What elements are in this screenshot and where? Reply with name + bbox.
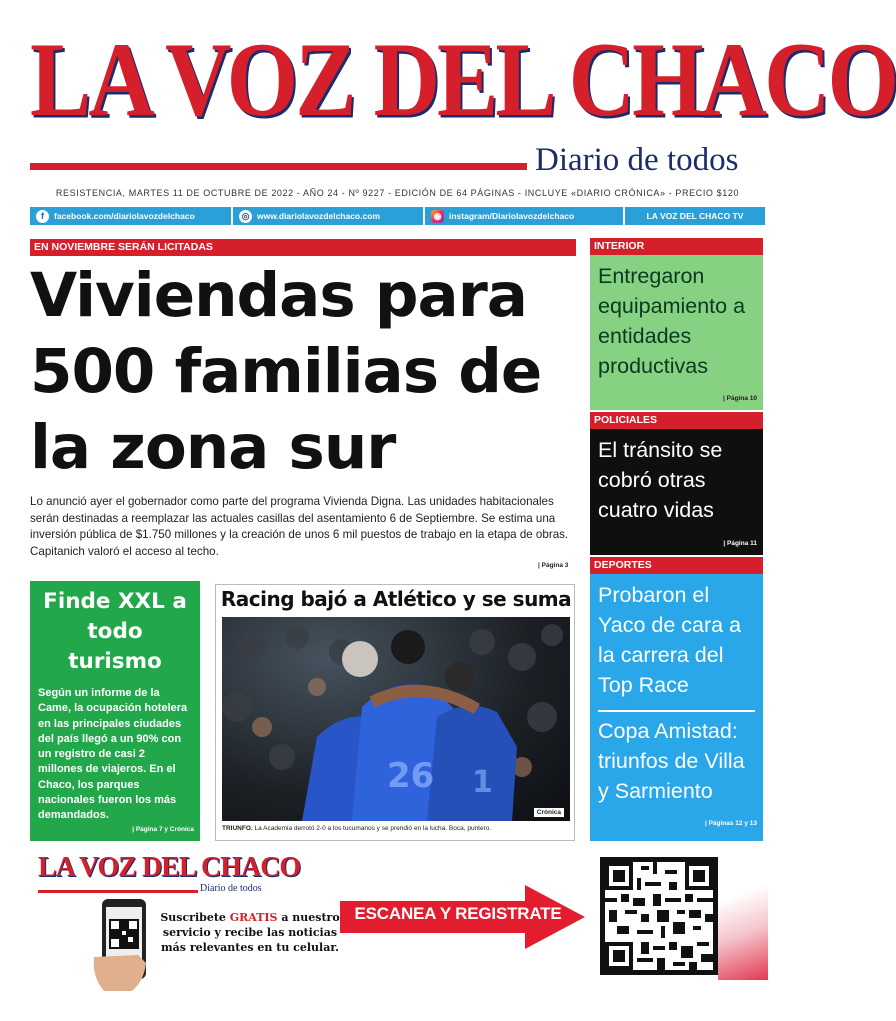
sidebar-interior[interactable] [590, 238, 763, 410]
facebook-icon: f [36, 210, 49, 223]
qr-code[interactable] [600, 857, 718, 975]
subscribe-promo [160, 910, 340, 955]
footer-logo-subtitle: Diario de todos [200, 883, 262, 894]
masthead-subtitle: Diario de todos [535, 142, 739, 178]
masthead [30, 20, 896, 142]
sidebar-deportes[interactable] [590, 557, 763, 841]
qr-code-icon [605, 862, 713, 970]
caption-lead: TRIUNFO. [222, 825, 253, 832]
photo-credit: Crónica [534, 808, 564, 817]
main-lead: Lo anunció ayer el gobernador como parte del programa Vivienda Digna. Las unidades habitacionales serán destinadas a reemplazar las actuales casillas del asentamiento 6 de Septiembre. Se estima una inversión pública de $1.750 millones y la creación de unos 6 mil puestos de trabajo en la etapa de obras. Capitanich valoró el acceso al techo. [30, 495, 569, 558]
social-tv[interactable] [625, 207, 765, 225]
social-instagram[interactable] [425, 207, 625, 225]
footer-logo-rule [38, 890, 198, 893]
main-headline[interactable] [30, 258, 590, 486]
svg-text:26: 26 [387, 756, 435, 796]
scan-register-button[interactable]: ESCANEA Y REGISTRATE [354, 904, 562, 923]
sidebar-deportes-story-1: Probaron el Yaco de cara a la carrera del Top Race [598, 583, 742, 697]
masthead-title: LA VOZ DEL CHACO [30, 20, 896, 139]
sidebar-deportes-divider [598, 710, 755, 712]
sidebar-interior-tag: INTERIOR [590, 238, 763, 255]
sidebar-deportes-tag: DEPORTES [590, 557, 763, 574]
sports-photo-title: Racing bajó a Atlético y se suma [220, 587, 572, 611]
main-page-ref: | Página 3 [538, 562, 569, 569]
sidebar-policiales-text: El tránsito se cobró otras cuatro vidas [590, 429, 763, 555]
headline-line: la zona sur [30, 412, 396, 483]
sports-photo [222, 617, 570, 821]
sidebar-policiales-page-ref: | Página 11 [723, 540, 757, 547]
sidebar-deportes-page-ref: | Páginas 12 y 13 [704, 820, 757, 827]
social-facebook-label: facebook.com/diariolavozdelchaco [54, 211, 195, 221]
sidebar-interior-page-ref: | Página 10 [723, 395, 757, 402]
tourism-page-ref: | Página 7 y Crónica [132, 826, 194, 833]
social-instagram-label: instagram/Diariolavozdelchaco [449, 211, 575, 221]
phone-qr-icon [92, 897, 158, 993]
footer-logo-title: LA VOZ DEL CHACO [38, 852, 301, 883]
sidebar-policiales-tag: POLICIALES [590, 412, 763, 429]
tourism-box[interactable] [30, 581, 200, 841]
globe-icon: ◎ [239, 210, 252, 223]
tourism-body: Según un informe de la Came, la ocupación hotelera en las principales ciudades del país llegó a un 90% con un registro de casi 2 millones de viajeros. En el Chaco, los parques nacionales fueron los más demandados. [38, 687, 188, 822]
caption-text: La Academia derrotó 2-0 a los tucumanos y se prendió en la lucha. Boca, puntero. [252, 825, 492, 832]
masthead-rule [30, 163, 527, 170]
sidebar-interior-text: Entregaron equipamiento a entidades productivas [590, 255, 763, 410]
promo-text-free: GRATIS [229, 911, 278, 924]
social-facebook[interactable] [30, 207, 233, 225]
headline-line: 500 familias de [30, 336, 542, 407]
sidebar-policiales[interactable] [590, 412, 763, 555]
promo-text-1: Suscribete [160, 911, 230, 924]
social-bar [30, 207, 765, 225]
photo-caption [222, 825, 572, 832]
promo-text-2: a nuestro servicio y recibe las noticias más relevantes en tu celular. [161, 911, 340, 954]
main-kicker: EN NOVIEMBRE SERÁN LICITADAS [30, 239, 576, 256]
sidebar-deportes-story-2: Copa Amistad: triunfos de Villa y Sarmiento [598, 719, 745, 803]
social-web[interactable] [233, 207, 425, 225]
sports-photo-block[interactable] [215, 584, 575, 841]
footer-logo [38, 852, 301, 897]
decorative-stripe [718, 860, 768, 980]
social-tv-label: LA VOZ DEL CHACO TV [646, 211, 744, 221]
dateline: RESISTENCIA, MARTES 11 DE OCTUBRE DE 2022 - AÑO 24 - Nº 9227 - EDICIÓN DE 64 PÁGINAS - INCLUYE «DIARIO CRÓNICA» - PRECIO $120 [55, 188, 740, 198]
tourism-title: Finde XXL a todo turismo [43, 589, 187, 674]
players-celebrating-image [222, 617, 570, 821]
svg-text:1: 1 [472, 765, 493, 800]
instagram-icon: ◉ [431, 210, 444, 223]
social-web-label: www.diariolavozdelchaco.com [257, 211, 380, 221]
headline-line: Viviendas para [30, 260, 527, 331]
